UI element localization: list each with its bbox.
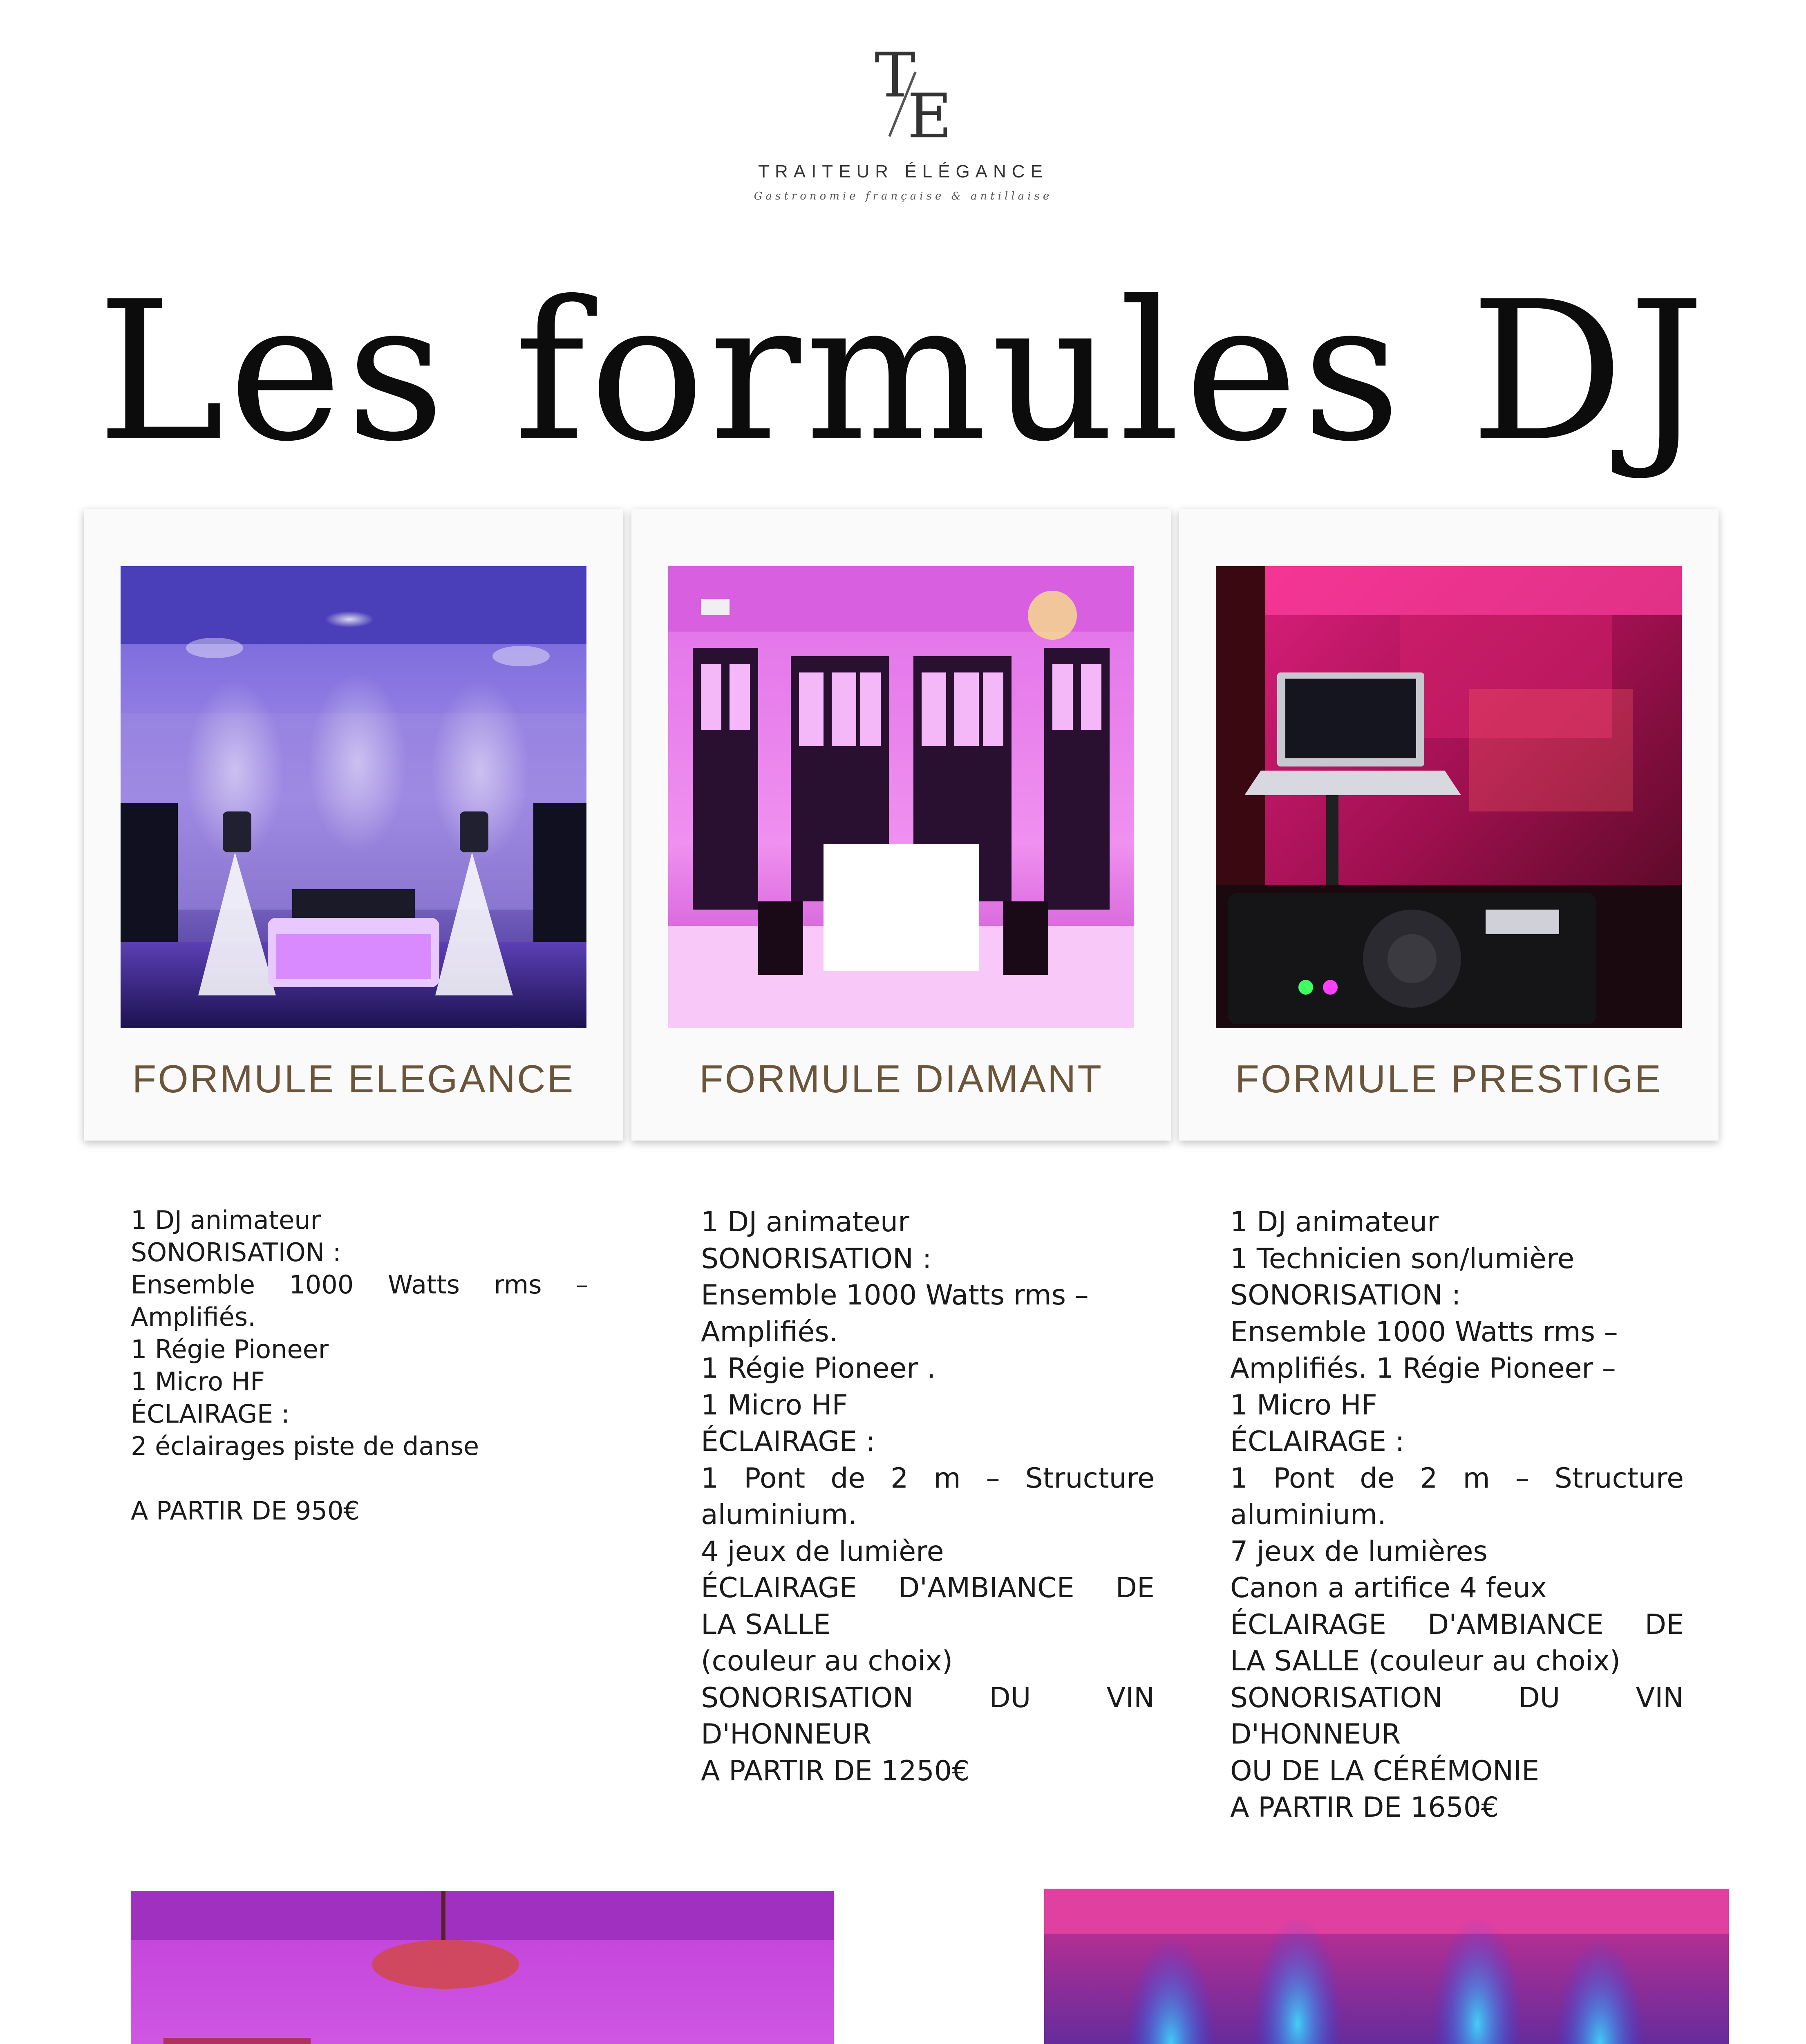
- detail-line: Amplifiés.: [701, 1316, 838, 1348]
- detail-line: SONORISATION DU VIN: [701, 1681, 1155, 1714]
- ballroom-photo-blue: [1044, 1889, 1729, 2044]
- formula-details-prestige: [1230, 1204, 1684, 1826]
- detail-line: Ensemble 1000 Watts rms –: [131, 1270, 589, 1300]
- detail-line: SONORISATION DU VIN: [1230, 1681, 1684, 1714]
- brand-name: TRAITEUR ÉLÉGANCE: [758, 161, 1048, 182]
- logo-monogram-e: E: [907, 81, 952, 152]
- detail-line: Ensemble 1000 Watts rms –: [701, 1279, 1089, 1311]
- detail-line: 1 Régie Pioneer .: [701, 1352, 936, 1385]
- detail-line: LA SALLE: [701, 1608, 831, 1641]
- detail-line: 1 Technicien son/lumière: [1230, 1242, 1575, 1275]
- detail-line: LA SALLE (couleur au choix): [1230, 1645, 1621, 1677]
- brand-logo: [842, 41, 965, 155]
- detail-line: ÉCLAIRAGE :: [1230, 1425, 1405, 1458]
- detail-line: 4 jeux de lumière: [701, 1535, 944, 1568]
- detail-line: aluminium.: [1230, 1499, 1386, 1531]
- detail-line: 2 éclairages piste de danse: [131, 1431, 479, 1461]
- formula-label: FORMULE DIAMANT: [699, 1057, 1103, 1101]
- detail-line: D'HONNEUR: [701, 1718, 872, 1750]
- page-title: Les formules DJ: [96, 260, 1710, 484]
- price-line: A PARTIR DE 1250€: [701, 1755, 970, 1787]
- formula-card-diamant: [631, 509, 1171, 1141]
- detail-line: 1 DJ animateur: [1230, 1206, 1439, 1238]
- dj-setup-photo-elegance: [121, 566, 586, 1028]
- detail-line: ÉCLAIRAGE :: [701, 1425, 875, 1458]
- logo-monogram-t: T: [875, 40, 916, 111]
- detail-line: 1 DJ animateur: [701, 1206, 910, 1238]
- detail-line: 1 Micro HF: [131, 1367, 265, 1396]
- detail-line: Canon a artifice 4 feux: [1230, 1572, 1547, 1604]
- detail-line: ÉCLAIRAGE :: [131, 1399, 290, 1429]
- detail-line: Amplifiés.: [131, 1302, 256, 1332]
- price-line: A PARTIR DE 950€: [131, 1496, 360, 1526]
- detail-line: SONORISATION :: [131, 1237, 341, 1267]
- brand-tagline: Gastronomie française & antillaise: [754, 190, 1053, 202]
- detail-line: OU DE LA CÉRÉMONIE: [1230, 1755, 1540, 1787]
- ballroom-photo-pink: [131, 1891, 834, 2044]
- detail-line: 1 Micro HF: [1230, 1389, 1377, 1421]
- detail-line: aluminium.: [701, 1499, 857, 1531]
- detail-line: 7 jeux de lumières: [1230, 1535, 1488, 1568]
- formula-details-diamant: [701, 1204, 1155, 1789]
- detail-line: 1 Pont de 2 m – Structure: [701, 1462, 1155, 1495]
- formula-card-prestige: [1179, 509, 1719, 1141]
- detail-line: D'HONNEUR: [1230, 1718, 1401, 1750]
- detail-line: 1 Micro HF: [701, 1389, 848, 1421]
- detail-line: [131, 1462, 589, 1495]
- detail-line: ÉCLAIRAGE D'AMBIANCE DE: [701, 1572, 1155, 1604]
- formula-card-elegance: [84, 509, 623, 1141]
- detail-line: (couleur au choix): [701, 1645, 953, 1677]
- price-line: A PARTIR DE 1650€: [1230, 1791, 1499, 1824]
- detail-line: 1 DJ animateur: [131, 1205, 321, 1235]
- detail-line: Ensemble 1000 Watts rms –: [1230, 1316, 1618, 1348]
- detail-line: 1 Régie Pioneer: [131, 1334, 329, 1364]
- formula-details-elegance: [131, 1204, 589, 1527]
- dj-setup-photo-prestige: [1216, 566, 1682, 1028]
- formula-label: FORMULE ELEGANCE: [132, 1057, 575, 1101]
- detail-line: 1 Pont de 2 m – Structure: [1230, 1462, 1684, 1495]
- formula-label: FORMULE PRESTIGE: [1235, 1057, 1663, 1101]
- dj-setup-photo-diamant: [668, 566, 1134, 1028]
- detail-line: SONORISATION :: [1230, 1279, 1461, 1311]
- detail-line: Amplifiés. 1 Régie Pioneer –: [1230, 1352, 1616, 1385]
- detail-line: ÉCLAIRAGE D'AMBIANCE DE: [1230, 1608, 1684, 1641]
- detail-line: SONORISATION :: [701, 1242, 932, 1275]
